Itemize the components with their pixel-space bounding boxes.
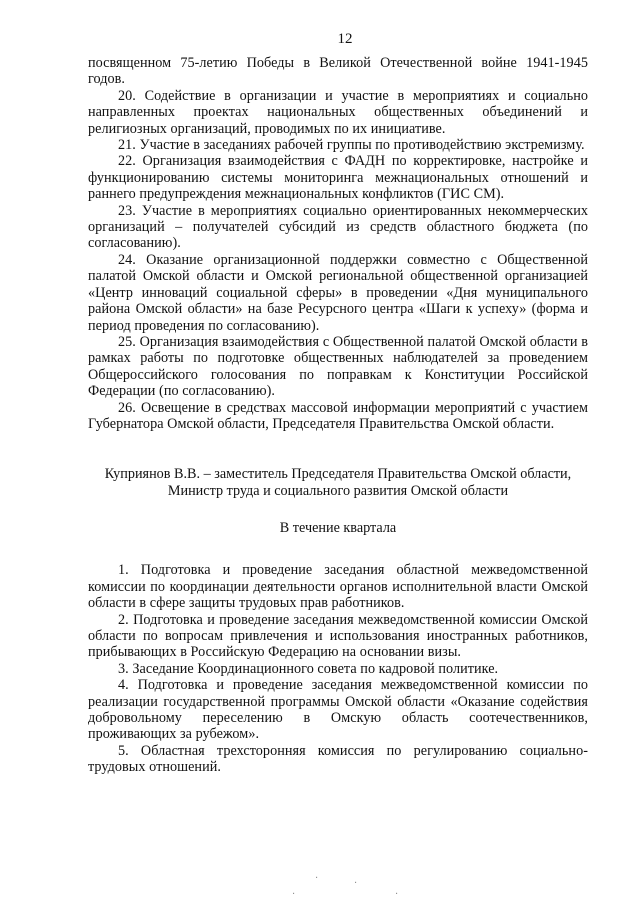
- list-item-26: 26. Освещение в средствах массовой информации мероприятий с участием Губернатора Омской области, Председателя Правительства Омской области.: [88, 399, 588, 432]
- section-spacer: [88, 432, 588, 466]
- period-heading: В течение квартала: [279, 519, 397, 536]
- list-item-24: 24. Оказание организационной поддержки совместно с Общественной палатой Омской области и Омской региональной общественной организацией «Центр инноваций социальной сферы» в проведении «Дня муниципального района Омской области» на базе Ресурсного центра «Шаги к успеху» (форма и период проведения по согласованию).: [88, 251, 588, 334]
- items-list-part2: [88, 562, 588, 775]
- list-item-3: 3. Заседание Координационного совета по кадровой политике.: [118, 660, 499, 677]
- list-item-22: 22. Организация взаимодействия с ФАДН по корректировке, настройке и функционированию системы мониторинга межнациональных отношений и раннего предупреждения межнациональных конфликтов (ГИС СМ).: [88, 153, 588, 203]
- person-heading-line1: Куприянов В.В. – заместитель Председателя Правительства Омской области,: [104, 466, 572, 483]
- list-item-25: 25. Организация взаимодействия с Общественной палатой Омской области в рамках работы по подготовке общественных наблюдателей за проведением Общероссийского голосования по поправкам к Конституции Российской Федерации (по согласованию).: [88, 333, 588, 400]
- continuation-paragraph: посвященном 75-летию Победы в Великой Отечественной войне 1941-1945 годов.: [88, 55, 588, 88]
- list-item-5: 5. Областная трехсторонняя комиссия по регулированию социально-трудовых отношений.: [88, 742, 588, 776]
- scan-artifact-dot-4: ·: [395, 889, 399, 900]
- list-item-21: 21. Участие в заседаниях рабочей группы по противодействию экстремизму.: [118, 137, 585, 154]
- person-heading: [88, 466, 588, 500]
- list-item-23: 23. Участие в мероприятиях социально ориентированных некоммерческих организаций – получателей субсидий из средств областного бюджета (по согласованию).: [88, 202, 588, 252]
- page-number: 12: [337, 31, 353, 47]
- scan-artifact-dot-1: ·: [315, 873, 319, 884]
- person-heading-line2: Министр труда и социального развития Омской области: [167, 483, 509, 500]
- list-item-2: 2. Подготовка и проведение заседания межведомственной комиссии Омской области по вопросам привлечения и использования иностранных работников, прибывающих в Российскую Федерацию на основании визы.: [88, 611, 588, 661]
- scan-artifact-dot-2: ·: [354, 878, 358, 889]
- scan-artifact-dot-3: ·: [292, 889, 296, 900]
- items-list-part1: [88, 88, 588, 433]
- list-item-20: 20. Содействие в организации и участие в мероприятиях и социально направленных проектах национальных общественных объединений и религиозных организаций, проводимых по их инициативе.: [88, 87, 588, 137]
- list-item-1: 1. Подготовка и проведение заседания областной межведомственной комиссии по координации деятельности органов исполнительной власти Омской области в сфере защиты трудовых прав работников.: [88, 562, 588, 612]
- list-item-4: 4. Подготовка и проведение заседания межведомственной комиссии по реализации государственной программы Омской области «Оказание содействия добровольному переселению в Омскую область соотечественников, проживающих за рубежом».: [88, 677, 588, 743]
